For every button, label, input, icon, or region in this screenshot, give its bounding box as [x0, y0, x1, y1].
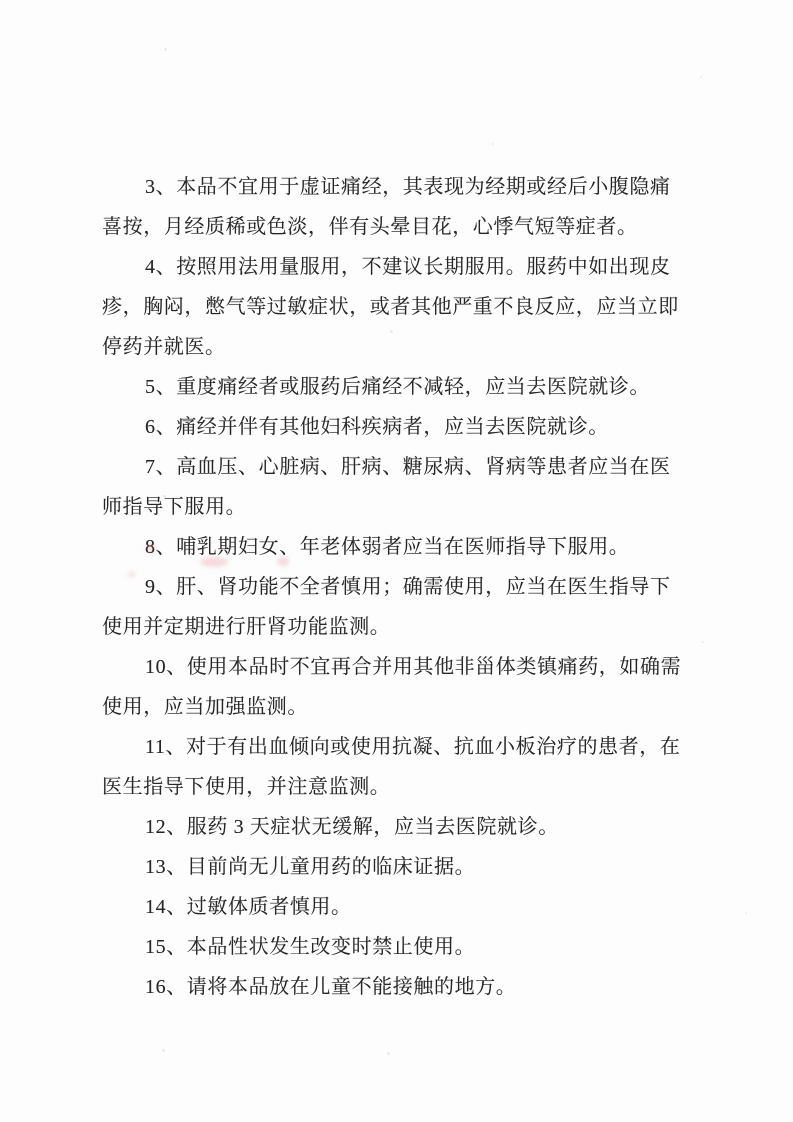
- text-line: 9、肝、肾功能不全者慎用；确需使用，应当在医生指导下: [145, 576, 671, 598]
- paragraph-item-9: [102, 567, 702, 647]
- scan-noise-speck: [702, 641, 704, 643]
- paragraph-item-7: [102, 447, 702, 527]
- text-line: 16、请将本品放在儿童不能接触的地方。: [145, 976, 517, 998]
- text-line: 7、高血压、心脏病、肝病、糖尿病、肾病等患者应当在医: [145, 456, 671, 478]
- text-line: 5、重度痛经者或服药后痛经不减轻，应当去医院就诊。: [145, 376, 650, 398]
- paragraph-item-10: [102, 647, 702, 727]
- scan-noise-speck: [162, 1049, 165, 1052]
- text-line: 使用并定期进行肝肾功能监测。: [102, 616, 391, 638]
- paragraph-item-15: [102, 927, 702, 967]
- text-line: 3、本品不宜用于虚证痛经，其表现为经期或经后小腹隐痛: [145, 176, 671, 198]
- paragraph-item-16: [102, 967, 702, 1007]
- pink-ink-smudge: [146, 543, 156, 553]
- paragraph-item-3: [102, 167, 702, 247]
- text-line: 6、痛经并伴有其他妇科疾病者，应当去医院就诊。: [145, 416, 609, 438]
- paragraph-item-8: [102, 527, 702, 567]
- paragraph-item-4: [102, 247, 702, 367]
- pink-ink-smudge: [128, 571, 135, 578]
- pink-ink-smudge: [277, 557, 289, 566]
- scan-noise-speck: [700, 76, 702, 78]
- text-line: 8、哺乳期妇女、年老体弱者应当在医师指导下服用。: [145, 536, 630, 558]
- text-line: 11、对于有出血倾向或使用抗凝、抗血小板治疗的患者，在: [145, 736, 681, 758]
- pink-ink-smudge: [200, 557, 228, 567]
- text-line: 医生指导下使用，并注意监测。: [102, 776, 391, 798]
- scan-noise-speck: [390, 330, 393, 333]
- scan-noise-speck: [164, 48, 167, 51]
- text-line: 疹，胸闷，憋气等过敏症状，或者其他严重不良反应，应当立即: [102, 296, 679, 318]
- text-line: 喜按，月经质稀或色淡，伴有头晕目花，心悸气短等症者。: [102, 216, 638, 238]
- paragraph-item-11: [102, 727, 702, 807]
- text-line: 使用，应当加强监测。: [102, 696, 308, 718]
- paragraph-item-12: [102, 807, 702, 847]
- scan-noise-speck: [492, 143, 494, 145]
- scan-noise-speck: [163, 495, 166, 498]
- text-line: 13、目前尚无儿童用药的临床证据。: [145, 856, 476, 878]
- text-line: 14、过敏体质者慎用。: [145, 896, 352, 918]
- precautions-list: [102, 167, 702, 1007]
- scan-noise-speck: [387, 1052, 390, 1055]
- paragraph-item-13: [102, 847, 702, 887]
- text-line: 4、按照用法用量服用，不建议长期服用。服药中如出现皮: [145, 256, 671, 278]
- scan-noise-speck: [285, 856, 287, 858]
- text-line: 15、本品性状发生改变时禁止使用。: [145, 936, 476, 958]
- scan-noise-speck: [745, 912, 747, 914]
- text-line: 10、使用本品时不宜再合并用其他非甾体类镇痛药，如确需: [145, 656, 682, 678]
- paragraph-item-5: [102, 367, 702, 407]
- text-line: 12、服药 3 天症状无缓解，应当去医院就诊。: [145, 816, 559, 838]
- scan-noise-speck: [508, 592, 510, 594]
- paragraph-item-14: [102, 887, 702, 927]
- text-line: 师指导下服用。: [102, 496, 247, 518]
- text-line: 停药并就医。: [102, 336, 226, 358]
- paragraph-item-6: [102, 407, 702, 447]
